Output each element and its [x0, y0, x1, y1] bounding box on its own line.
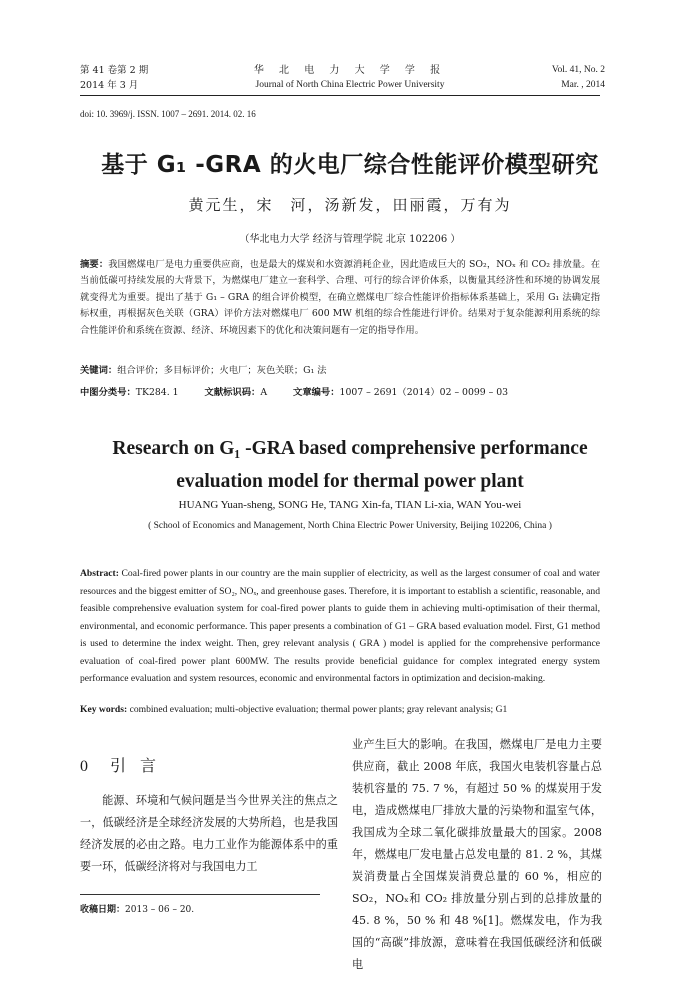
title-en	[0, 432, 700, 498]
keywords-en	[80, 702, 600, 718]
date-en: Mar. , 2014	[561, 80, 605, 90]
header-right	[552, 63, 605, 93]
abstract-en	[80, 565, 600, 688]
footnote	[80, 902, 194, 915]
clc-label: 中图分类号：	[80, 387, 136, 398]
abstract-en-text: Coal-fired power plants in our country are the main supplier of electricity, as well as the largest consumer of coal and water resources and the biggest emitter of SO₂, NOₓ, and greenhouse gases. Therefore, it is important to establish a scientific, reasonable, and feasible comprehensive evaluation system for coal-fired power plants to guide them in achieving multi-optimisation of their thermal, environmental, and economic performance. This paper presents a combination of G1 – GRA based evaluation model. First, G1 method is used to determine the index weight. Then, grey relevant analysis ( GRA ) model is applied for the comprehensive performance evaluation of coal-fired power plant 600MW. The results provide beneficial guidance for complex integrated energy system performance evaluation and system resources, economic and environmental factors in optimization and decision-making.	[80, 568, 600, 684]
journal-name-cn: 华 北 电 力 大 学 学 报	[253, 65, 447, 76]
authors-cn: 黄元生，宋 河，汤新发，田丽霞，万有为	[188, 196, 512, 214]
keywords-cn-text: 组合评价；多目标评价；火电厂；灰色关联；G₁ 法	[117, 365, 327, 376]
article-no: 1007 – 2691（2014）02 – 0099 – 03	[339, 387, 509, 398]
doc-code-label: 文献标识码：	[204, 387, 261, 398]
article-no-label: 文章编号：	[293, 387, 340, 398]
body-paragraph: 能源、环境和气候问题是当今世界关注的焦点之一，低碳经济是全球经济发展的大势所趋，也是我国经济发展的必由之路。电力工业作为能源体系中的重要一环，低碳经济将对与我国电力工	[80, 794, 338, 873]
footnote-label: 收稿日期：	[80, 905, 126, 915]
clc-code: TK284. 1	[135, 387, 179, 398]
abstract-en-label: Abstract:	[80, 568, 119, 579]
date-cn: 2014 年 3 月	[80, 80, 139, 91]
abstract-cn-text: 我国燃煤电厂是电力重要供应商，也是最大的煤炭和水资源消耗企业，因此造成巨大的 SO₂，NOₓ 和 CO₂ 排放量。在当前低碳可持续发展的大背景下，为燃煤电厂建立一套科学、合理、可行的综合评价体系，以衡量其经济性和环境的协调发展就变得尤为重要。提出了基于 G₁ – GRA 的组合评价模型，在确立燃煤电厂综合性能评价指标体系基础上，采用 G₁ 法确定指标权重，再根据灰色关联（GRA）评价方法对燃煤电厂 600 MW 机组的综合性能进行评价。结果对于复杂能源利用系统的综合性能评价和系统在资源、经济、环境因素下的优化和决策问题有一定的指导作用。	[80, 259, 600, 336]
body-paragraph-continued: 业产生巨大的影响。在我国，燃煤电厂是电力主要供应商，截止 2008 年底，我国火电装机容量占总装机容量的 75. 7 %，有超过 50 % 的煤炭用于发电，造成燃煤电厂排放大量的污染物和温室气体，我国成为全球二氧化碳排放量最大的国家。2008 年，燃煤电厂发电量占总发电量的 81. 2 %，其煤炭消费量占全国煤炭消费总量的 60 %，相应的 SO₂，NOₓ和 CO₂ 排放量分别占到的总排放量的 45. 8 %，50 % 和 48 %[1]。燃煤发电，作为我国的“高碳”排放源，意味着在我国低碳经济和低碳电	[352, 738, 602, 971]
header-rule	[80, 95, 600, 96]
volume-cn: 第 41 卷第 2 期	[80, 65, 149, 76]
classification-row	[80, 385, 600, 401]
volume-en: Vol. 41, No. 2	[551, 65, 605, 75]
abstract-cn-label: 摘要：	[80, 259, 109, 270]
footnote-text: 2013 – 06 – 20.	[125, 905, 195, 915]
journal-name-en: Journal of North China Electric Power University	[255, 80, 445, 90]
authors-en: HUANG Yuan-sheng, SONG He, TANG Xin-fa, TIAN Li-xia, WAN You-wei	[178, 499, 522, 511]
section-title: 引言	[110, 756, 171, 775]
doc-code: A	[260, 387, 268, 398]
keywords-cn-label: 关键词：	[80, 365, 118, 376]
body-column-left	[80, 790, 338, 878]
title-en-line2: evaluation model for thermal power plant	[176, 471, 524, 492]
keywords-en-label: Key words:	[80, 704, 128, 715]
abstract-cn	[80, 257, 600, 339]
keywords-cn	[80, 363, 600, 379]
affiliation-cn: （华北电力大学 经济与管理学院 北京 102206 ）	[239, 234, 461, 245]
title-en-line1: Research on G₁ -GRA based comprehensive performance	[112, 438, 588, 459]
keywords-en-text: combined evaluation; multi-objective evaluation; thermal power plants; gray relevant analysis; G1	[129, 704, 508, 715]
doi: doi: 10. 3969/j. ISSN. 1007 – 2691. 2014. 02. 16	[80, 109, 256, 119]
title-cn: 基于 G₁ -GRA 的火电厂综合性能评价模型研究	[101, 152, 599, 178]
body-column-right	[352, 734, 602, 976]
footnote-rule	[80, 894, 320, 895]
section-heading	[80, 753, 170, 776]
affiliation-en: ( School of Economics and Management, North China Electric Power University, Beijing 102206, China )	[148, 521, 552, 531]
section-number: 0	[80, 758, 90, 775]
